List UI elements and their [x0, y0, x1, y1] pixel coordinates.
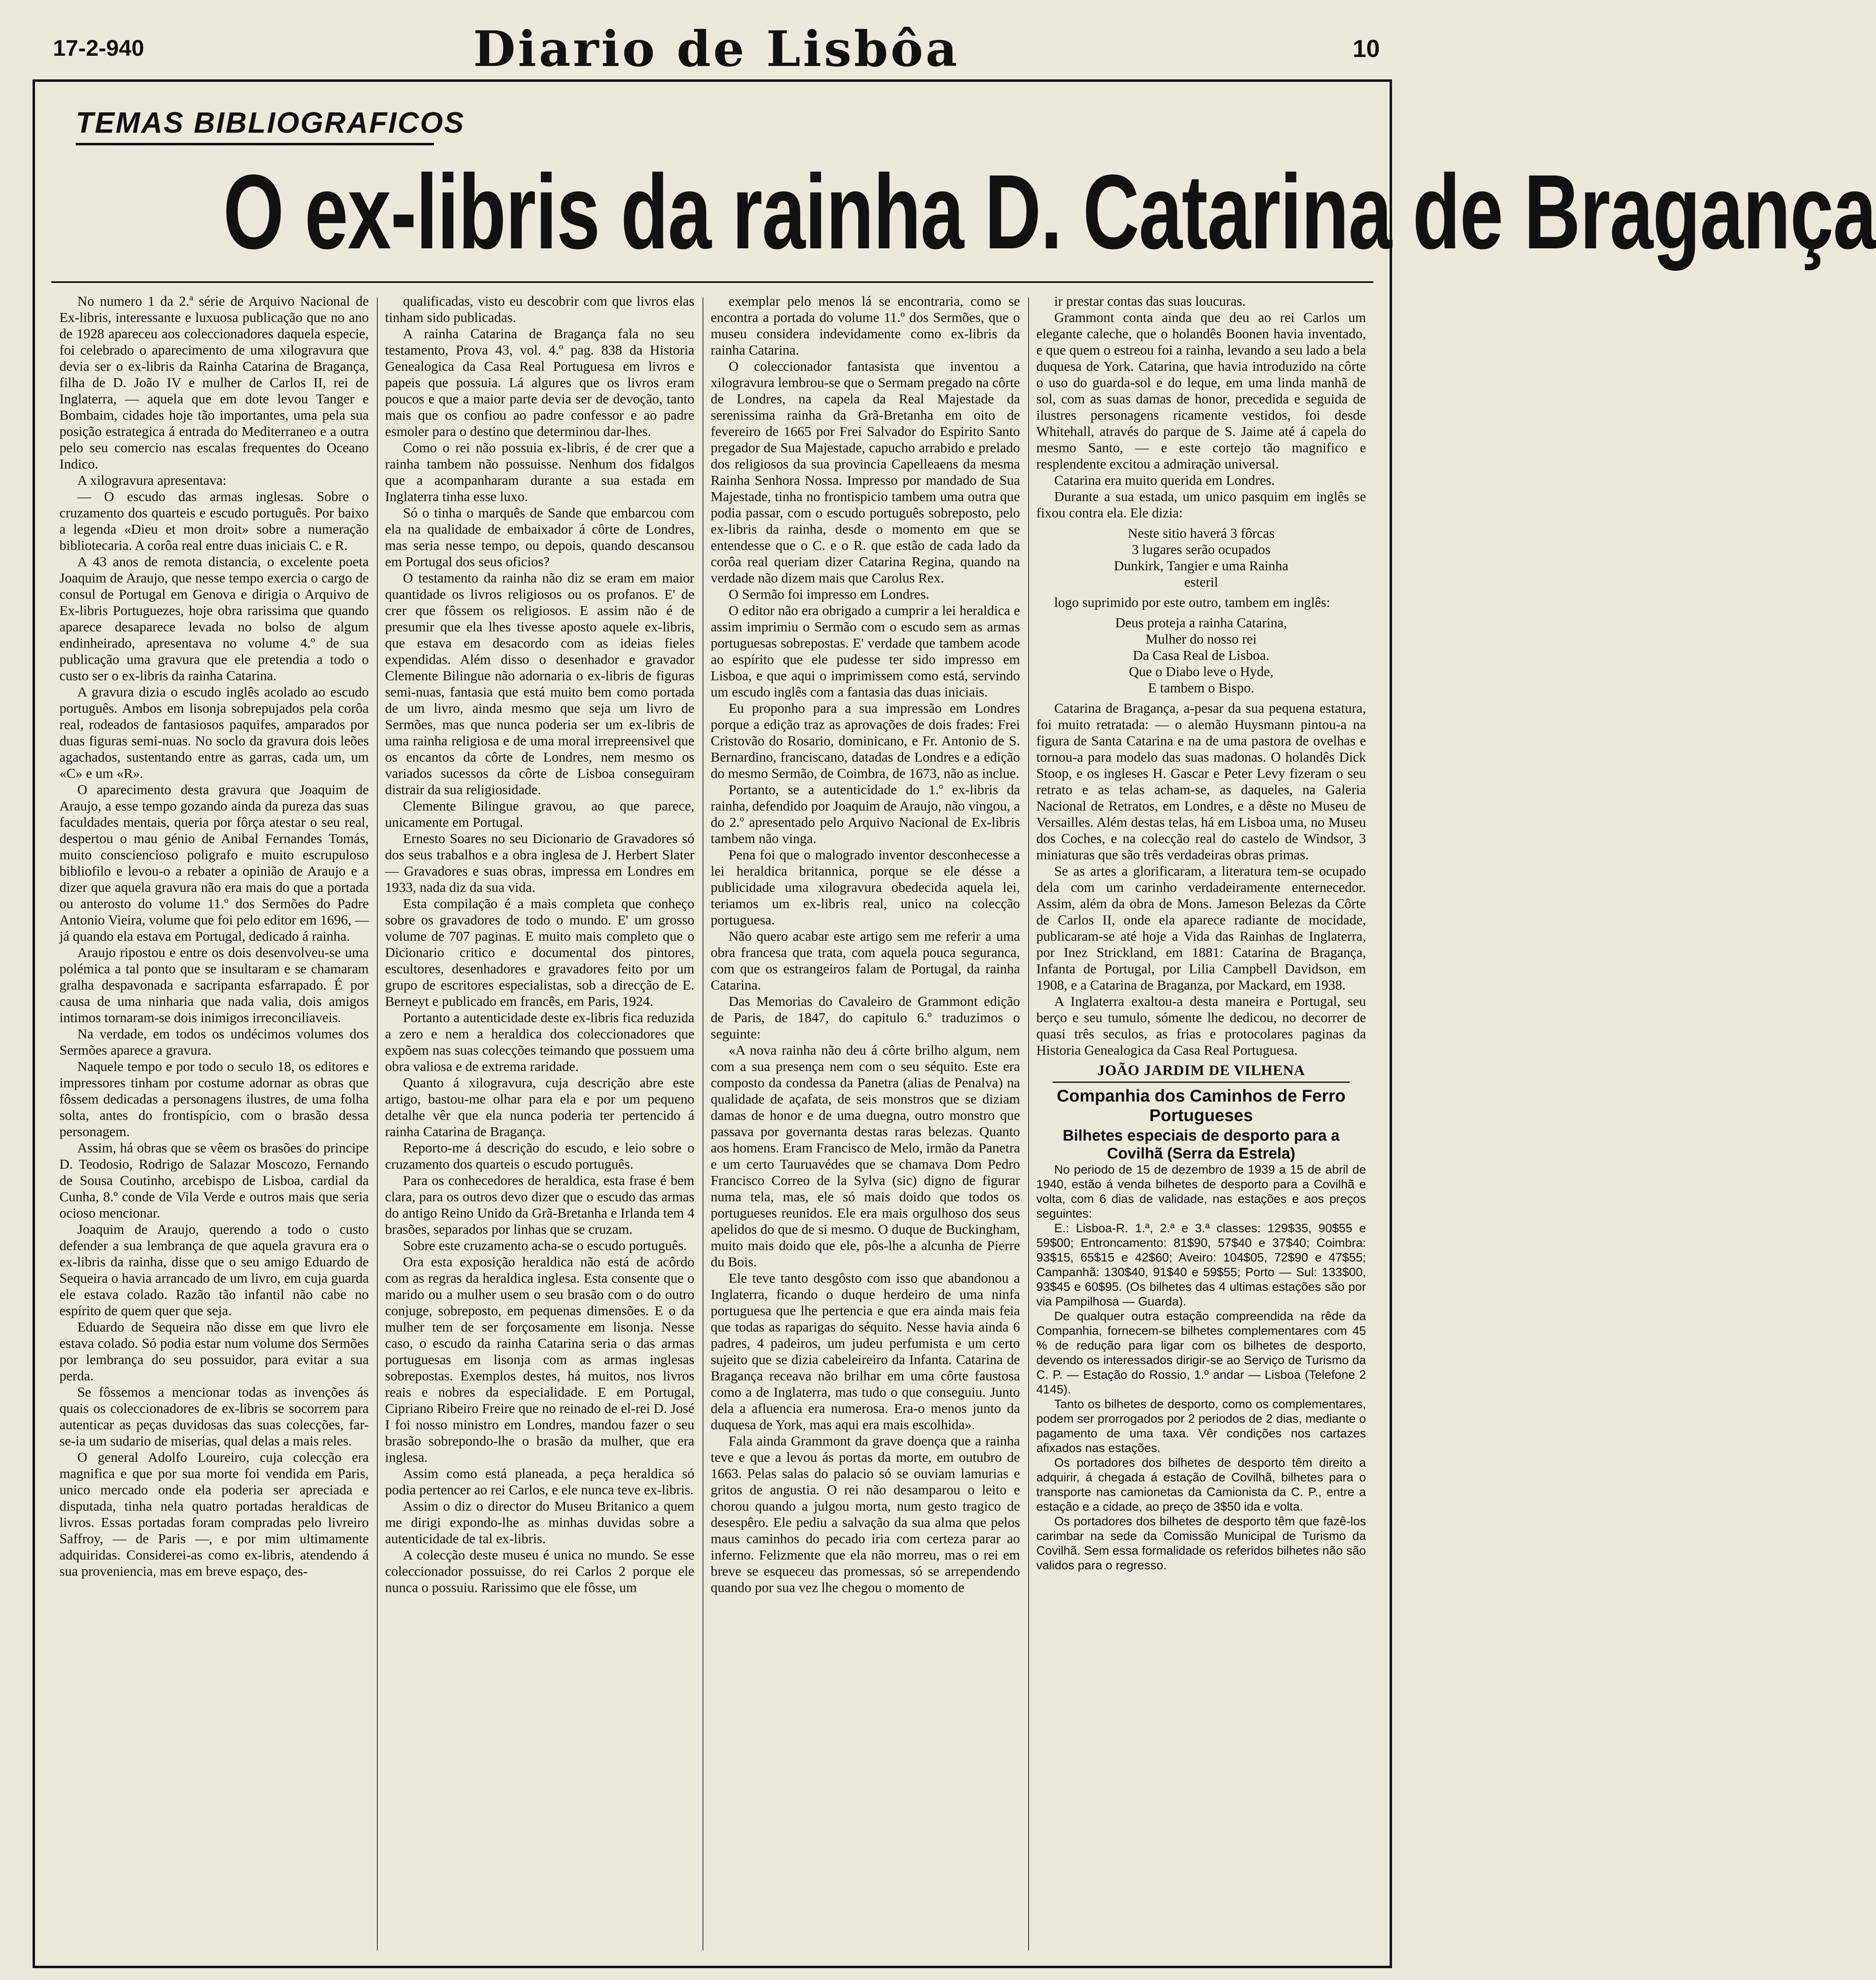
article-paragraph: A gravura dizia o escudo inglês acolado ao escudo português. Ambos em lisonja sobrepujados pela corôa real, rodeados de fantasiosos paquifes, amparados por duas figuras semi-nuas. No soclo da gravura dois leões agachados, sustentando entre as garras, cada um, um «C» e um «R».: [59, 685, 369, 781]
article-paragraph: A rainha Catarina de Bragança fala no seu testamento, Prova 43, vol. 4.º pag. 838 da Historia Genealogica da Casa Real Portuguesa em livros e papeis que possuia. Lá algures que os livros eram poucos e que a maior parte devia ser de devoção, tanto mais que os confiou ao padre confessor e ao padre esmoler para o destino que determinou dar-lhes.: [385, 326, 694, 439]
verse-line: esteril: [1184, 575, 1218, 590]
author-signature: JOÃO JARDIM DE VILHENA: [1097, 1062, 1305, 1078]
masthead: [24, 16, 1408, 77]
article-paragraph: Catarina era muito querida em Londres.: [1054, 473, 1275, 488]
article-column-3: [711, 293, 1020, 1954]
article-paragraph: Catarina de Bragança, a-pesar da sua pequena estatura, foi muito retratada: — o alemão Huysmann pintou-a na figura de Santa Catarina e na de uma pastora de ovelhas e tornou-a para modelo das suas madonas. O holandês Dick Stoop, e os ingleses H. Gascar e Peter Levy fizeram o seu retrato e as telas acham-se, as daqueles, na Galeria Nacional de Retratos, em Londres, e a dêste no Museu de Versailles. Além destas telas, há em Lisboa uma, no Museu dos Coches, e na colecção real do castelo de Windsor, 3 miniaturas que são três verdadeiras obras primas.: [1036, 701, 1366, 863]
article-paragraph: O general Adolfo Loureiro, cuja colecção era magnifica e que por sua morte foi vendida em Paris, unico mercado onde ela poderia ser apreciada e disputada, tinha nela quatro portadas heraldicas de livros. Essas portadas foram compradas pelo livreiro Saffroy, — de Paris —, e por mim ultimamente adquiridas. Considerei-as como ex-libris, atendendo á sua proveniencia, mas em breve espaço, des-: [59, 1450, 369, 1579]
article-paragraph: Ernesto Soares no seu Dicionario de Gravadores só dos seus trabalhos e a obra inglesa de J. Herbert Slater — Gravadores e suas obras, impressa em Londres em 1933, nada diz da sua vida.: [385, 831, 694, 895]
article-paragraph: logo suprimido por este outro, tambem em inglês:: [1054, 595, 1331, 610]
article-paragraph: Durante a sua estada, um unico pasquim em inglês se fixou contra ela. Ele dizia:: [1036, 489, 1366, 521]
notice-paragraph: Os portadores dos bilhetes de desporto têm que fazê-los carimbar na sede da Comissão Municipal de Turismo da Covilhã. Sem essa formalidade os referidos bilhetes não são validos para o regresso.: [1036, 1515, 1366, 1572]
notice-title: Companhia dos Caminhos de Ferro Portugueses: [1057, 1086, 1346, 1125]
article-column-2: [385, 293, 694, 1954]
article-paragraph: Portanto a autenticidade deste ex-libris fica reduzida a zero e nem a heraldica dos coleccionadores que expõem nas suas colecções teimando que possuem uma obra valiosa e de extrema raridade.: [385, 1010, 694, 1074]
verse-line: Mulher do nosso rei: [1145, 632, 1257, 647]
article-paragraph: Eu proponho para a sua impressão em Londres porque a edição traz as aprovações de dois frades: Frei Cristovão do Rosario, dominicano, e Fr. Antonio de S. Bernardino, franciscano, datadas de Londres e a edição do mesmo Sermão, de Coimbra, de 1673, não as inclue.: [711, 701, 1020, 781]
article-paragraph: Na verdade, em todos os undécimos volumes dos Sermões aparece a gravura.: [59, 1027, 369, 1058]
verse-line: 3 lugares serão ocupados: [1132, 542, 1271, 557]
article-column-4: [1036, 293, 1366, 1954]
article-paragraph: «A nova rainha não deu á côrte brilho algum, nem com a sua presença nem com o seu séquito. Este era composto da condessa da Panetra (alias de Penalva) na qualidade de açafata, de seis monstros que se diziam damas de honor e de uma duegna, outro monstro que passava por governanta destas raras belezas. Quanto aos homens. Eram Francisco de Melo, irmão da Panetra e um certo Tauruavédes que se chamava Dom Pedro Francisco Correo de la Sylva (sic) digno de figurar numa tela, mas, ele só mais doido que todos os portugueses reunidos. Ele era mais orgulhoso dos seus apelidos do que de si mesmo. O duque de Buckingham, muito mais doido que ele, pôs-lhe a alcunha de Pierre du Bois.: [711, 1043, 1020, 1270]
section-underline: [76, 143, 434, 145]
article-paragraph: Reporto-me á descrição do escudo, e leio sobre o cruzamento dos quarteis o escudo português.: [385, 1141, 694, 1172]
article-paragraph: Pena foi que o malogrado inventor desconhecesse a lei heraldica britannica, porque se ele désse a publicidade uma xilogravura obedecida aquela lei, teriamos um ex-libris real, unico na colecção portuguesa.: [711, 848, 1020, 928]
verse-line: E tambem o Bispo.: [1148, 681, 1254, 696]
article-paragraph: ir prestar contas das suas loucuras.: [1054, 294, 1246, 309]
article-paragraph: Ele teve tanto desgôsto com isso que abandonou a Inglaterra, ficando o duque herdeiro de uma ninfa portuguesa que lhe pertencia e que era ainda mais feia que todas as raparigas do séquito. Nesse havia ainda 6 padres, 4 padeiros, um judeu perfumista e um certo sujeito que se dizia cabeleireiro da Infanta. Catarina de Bragança receava não brilhar em uma côrte faustosa como a de Inglaterra, mas tudo o que conseguiu. Junto dela a afluencia era numerosa. Era-o menos junto da duquesa de York, mas aqui era mais escolhida».: [711, 1271, 1020, 1432]
notice-paragraph: Tanto os bilhetes de desporto, como os complementares, podem ser prorrogados por 2 periodos de 2 dias, mediante o pagamento de uma taxa. Vêr condições nos cartazes afixados nas estações.: [1036, 1397, 1366, 1455]
article-paragraph: Quanto á xilogravura, cuja descrição abre este artigo, bastou-me olhar para ela e por um pequeno detalhe vêr que ela nunca poderia ter pertencido á rainha Catarina de Bragança.: [385, 1075, 694, 1139]
notice-paragraph: De qualquer outra estação compreendida na rêde da Companhia, fornecem-se bilhetes complementares com 45 % de redução para ligar com os bilhetes de desporto, devendo os interessados dirigir-se ao Serviço de Turismo da C. P. — Estação do Rossio, 1.º andar — Lisboa (Telefone 2 4145).: [1036, 1310, 1366, 1396]
article-paragraph: Sobre este cruzamento acha-se o escudo português.: [403, 1238, 687, 1253]
page-number: 10: [1353, 35, 1380, 62]
article-paragraph: A colecção deste museu é unica no mundo. Se esse coleccionador possuisse, do rei Carlos 2 porque ele nunca o possuiu. Rarissimo que ele fôsse, um: [385, 1548, 694, 1595]
verse-line: Dunkirk, Tangier e uma Rainha: [1114, 559, 1289, 574]
column-divider: [1028, 298, 1029, 1950]
article-paragraph: O aparecimento desta gravura que Joaquim de Araujo, a esse tempo gozando ainda da pureza das suas faculdades mentais, queria por fôrça atestar o seu real, despertou o mau génio de Anibal Fernandes Tomás, muito consciencioso poligrafo e muito escrupuloso bibliofilo e levou-o a rebater a opinião de Araujo e a dizer que aquela gravura não era mais do que a portada ou anterosto do volume 11.º dos Sermões do Padre Antonio Vieira, volume que foi pelo editor em 1696, — já quando ela estava em Portugal, dedicado á rainha.: [59, 782, 369, 944]
article-paragraph: Araujo ripostou e entre os dois desenvolveu-se uma polémica a tal ponto que se insultaram e se chamaram gralha despavonada e sacripanta esfarrapado. É por causa de uma ninharia que nada valia, dois amigos intimos tornaram-se dois inimigos irreconciliaveis.: [59, 945, 369, 1025]
article-paragraph: O testamento da rainha não diz se eram em maior quantidade os livros religiosos ou os profanos. E' de crer que fôssem os religiosos. E assim não é de presumir que ela lhes tivesse aposto aquele ex-libris, que estava em desacordo com as ideias fieles expendidas. Além disso o desenhador e gravador Clemente Bilingue não adornaria o ex-libris de figuras semi-nuas, fantasia que está muito bem como portada de um livro, ainda mesmo que seja um livro de Sermões, mas que nunca poderia ser um ex-libris de uma rainha religiosa e de uma moral irrepreensivel que os encantos da côrte de Londres, nem mesmo os variados sucessos da côrte de Lisboa conseguiram distrair da sua religiosidade.: [385, 571, 694, 797]
article-paragraph: Das Memorias do Cavaleiro de Grammont edição de Paris, de 1847, do capitulo 6.º traduzimos o seguinte:: [711, 994, 1020, 1042]
notice-paragraph: E.: Lisboa-R. 1.ª, 2.ª e 3.ª classes: 129$35, 90$55 e 59$00; Entroncamento: 81$90, 57$40 e 37$40; Coimbra: 93$15, 65$15 e 42$60; Aveiro: 104$05, 72$90 e 47$55; Campanhã: 130$40, 91$40 e 59$55; Porto — Sul: 133$00, 93$45 e 60$95. (Os bilhetes das 4 ultimas estações são por via Pampilhosa — Guarda).: [1036, 1222, 1366, 1308]
article-paragraph: Não quero acabar este artigo sem me referir a uma obra francesa que trata, com aquela pouca seguranca, com que os estrangeiros falam de Portugal, da rainha Catarina.: [711, 929, 1020, 993]
article-paragraph: Fala ainda Grammont da grave doença que a rainha teve e que a levou ás portas da morte, em outubro de 1663. Pelas salas do palacio só se ouviam lamurias e gritos de angustia. O rei não desamparou o leito e chorou quando a julgou morta, num gesto tragico de desespêro. Ele pediu a salvação da sua alma que pelos maus caminhos do pecado iria com certeza parar ao inferno. Felizmente que ela não morreu, mas o rei em breve se esqueceu das promessas, só se arrependendo quando por sua vez lhe chegou o momento de: [711, 1434, 1020, 1595]
article-paragraph: Assim como está planeada, a peça heraldica só podia pertencer ao rei Carlos, e ele nunca teve ex-libris.: [385, 1466, 694, 1498]
article-paragraph: Clemente Bilingue gravou, ao que parece, unicamente em Portugal.: [385, 799, 694, 830]
headline: O ex-libris da rainha D. Catarina de Bragança: [223, 153, 1876, 271]
notice-paragraph: Os portadores dos bilhetes de desporto têm direito a adquirir, á chegada á estação de Covilhã, bilhetes para o transporte nas camionetas da Camionista da C. P., entre a estação e a cidade, ao preço de 3$50 ida e volta.: [1036, 1456, 1366, 1513]
article-column-1: [59, 293, 369, 1954]
verse-line: Que o Diabo leve o Hyde,: [1129, 664, 1274, 679]
issue-date: 17-2-940: [53, 35, 144, 61]
headline-rule: [51, 281, 1373, 283]
article-paragraph: A 43 anos de remota distancia, o excelente poeta Joaquim de Araujo, que nesse tempo exercia o cargo de consul de Portugal em Genova e dirigia o Arquivo de Ex-libris Portuguezes, hoje obra rarissima que quando aparece desaparece levada no bolso de algum endinheirado, apresentava no volume 4.º de sua publicação uma gravura que ele pretendia a todo o custo ser o ex-libris da rainha Catarina.: [59, 554, 369, 683]
notice-subtitle: Bilhetes especiais de desporto para a Covilhã (Serra da Estrela): [1062, 1127, 1340, 1162]
article-paragraph: O Sermão foi impresso em Londres.: [729, 587, 929, 602]
article-paragraph: Eduardo de Sequeira não disse em que livro ele estava colado. Só podia estar num volume dos Sermões por lembrança do seu possuidor, para evitar a sua perda.: [59, 1320, 369, 1384]
newspaper-title: Diario de Lisbôa: [473, 20, 960, 78]
pasquim-verse: [1036, 526, 1366, 591]
article-paragraph: Ora esta exposição heraldica não está de acôrdo com as regras da heraldica inglesa. Esta consente que o marido ou a mulher usem o seu brasão com o do outro conjuge, sobreposto, em pequenas dimensões. E o da mulher tem de ser forçosamente em lisonja. Nesse caso, o escudo da rainha Catarina seria o das armas portuguesas em lisonja com as armas inglesas sobrepostas. Exemplos destes, há muitos, nos livros reais e nobres da especialidade. E em Portugal, Cipriano Ribeiro Freire que no reinado de el-rei D. José I foi nosso ministro em Londres, mandou fazer o seu brasão sobrepondo-lhe o brasão da mulher, que era inglesa.: [385, 1255, 694, 1465]
article-paragraph: Para os conhecedores de heraldica, esta frase é bem clara, para os outros devo dizer que o escudo das armas do antigo Reino Unido da Grã-Bretanha e Irlanda tem 4 brasões, separados por linhas que se cruzam.: [385, 1173, 694, 1237]
article-paragraph: O editor não era obrigado a cumprir a lei heraldica e assim imprimiu o Sermão com o escudo sem as armas portuguesas sobrepostas. E' verdade que tambem acode ao espírito que ele pudesse ter sido impresso em Lisboa, e que aqui o imprimissem como está, servindo um escudo inglês com a fantasia das duas iniciais.: [711, 603, 1020, 700]
article-frame: [33, 79, 1876, 1968]
notice-paragraph: No periodo de 15 de dezembro de 1939 a 15 de abril de 1940, estão á venda bilhetes de desporto para a Covilhã e volta, com 6 dias de validade, nas estações e aos preços seguintes:: [1036, 1163, 1366, 1220]
article-paragraph: A xilogravura apresentava:: [77, 473, 227, 488]
signature-rule: [1053, 1082, 1350, 1083]
railway-notice: [1036, 1086, 1366, 1573]
article-paragraph: Esta compilação é a mais completa que conheço sobre os gravadores de todo o mundo. E' um grosso volume de 707 paginas. E muito mais completo que o Dicionario critico e documental dos pintores, escultores, desenhadores e gravadores feito por um grupo de escritores especialistas, sob a direcção de E. Berneyt e publicado em francês, em Paris, 1924.: [385, 896, 694, 1009]
article-paragraph: Se fôssemos a mencionar todas as invenções ás quais os coleccionadores de ex-libris se socorrem para autenticar as peças duvidosas das suas colecções, far-se-ia um sudario de miserias, qual delas a mais reles.: [59, 1385, 369, 1449]
article-paragraph: Grammont conta ainda que deu ao rei Carlos um elegante caleche, que o holandês Boonen havia inventado, e que quem o estreou foi a rainha, levando a seu lado a bela duquesa de York. Catarina, que havia introduzido na côrte o uso do guarda-sol e do leque, em uma linda manhã de sol, com as suas damas de honor, precedida e seguida de ilustres personagens ricamente vestidos, foi desde Whitehall, através do parque de S. Jaime até á capela do mesmo Santo, — e este cortejo tão magnifico e resplendente excitou a admiração universal.: [1036, 310, 1366, 472]
article-paragraph: qualificadas, visto eu descobrir com que livros elas tinham sido publicadas.: [385, 294, 694, 325]
verse-line: Da Casa Real de Lisboa.: [1133, 648, 1270, 663]
article-paragraph: Como o rei não possuia ex-libris, é de crer que a rainha tambem não possuisse. Nenhum dos fidalgos que a acompanharam durante a sua estada em Inglaterra tinha esse luxo.: [385, 440, 694, 504]
article-paragraph: O coleccionador fantasista que inventou a xilogravura lembrou-se que o Sermam pregado na côrte de Londres, na capela da Real Majestade da serenissima rainha da Grã-Bretanha em oito de fevereiro de 1665 por Frei Salvador do Espirito Santo pregador de Sua Majestade, capucho arrabido e prelado dos religiosos da sua provincia Capelleaens da mesma Rainha Senhora Nossa. Impresso por mandado de Sua Majestade, tinha no frontispicio tambem uma outra que podia passar, com o escudo português sobreposto, pelo ex-libris da rainha, desde o momento em que se entendesse que o C. e o R. que estão de cada lado da corôa real queriam dizer Catarina Regina, quando na verdade não dizem mais que Carolus Rex.: [711, 359, 1020, 586]
article-paragraph: exemplar pelo menos lá se encontraria, como se encontra a portada do volume 11.º dos Sermões, que o museu considera indevidamente como ex-libris da rainha Catarina.: [711, 294, 1020, 358]
article-paragraph: No numero 1 da 2.ª série de Arquivo Nacional de Ex-libris, interessante e luxuosa publicação que no ano de 1928 apareceu aos coleccionadores daquela especie, foi celebrado o aparecimento de uma xilogravura que devia ser o ex-libris da Rainha Catarina de Bragança, filha de D. João IV e mulher de Carlos II, rei de Inglaterra, — aquela que em dote levou Tanger e Bombaim, cidades hoje tão importantes, uma pela sua posição estrategica á entrada do Mediterraneo e a outra pelo seu comercio nas escalas frequentes do Oceano Indico.: [59, 294, 369, 472]
verse-line: Neste sitio haverá 3 fôrcas: [1127, 526, 1275, 541]
article-paragraph: Naquele tempo e por todo o seculo 18, os editores e impressores tinham por costume adornar as obras que fôssem dedicadas a personagens ilustres, de uma folha solta, antes do frontispício, com o brasão dessa personagem.: [59, 1059, 369, 1139]
section-title: TEMAS BIBLIOGRAFICOS: [76, 107, 465, 139]
verse-line: Deus proteja a rainha Catarina,: [1115, 615, 1287, 631]
article-paragraph: A Inglaterra exaltou-a desta maneira e Portugal, seu berço e seu tumulo, sómente lhe dedicou, no decorrer de quasi três seculos, as frias e protocolares paginas da Historia Genealogica da Casa Real Portuguesa.: [1036, 994, 1366, 1058]
article-paragraph: Portanto, se a autenticidade do 1.º ex-libris da rainha, defendido por Joaquim de Araujo, não vingou, a do 2.º apresentado pelo Arquivo Nacional de Ex-libris tambem não vinga.: [711, 782, 1020, 846]
article-paragraph: Assim o diz o director do Museu Britanico a quem me dirigi expondo-lhe as minhas duvidas sobre a autenticidade de tal ex-libris.: [385, 1499, 694, 1546]
article-paragraph: Se as artes a glorificaram, a literatura tem-se ocupado dela com um carinho verdadeiramente enternecedor. Assim, além da obra de Mons. Jameson Belezas da Côrte de Carlos II, onde ela aparece radiante de mocidade, publicaram-se até hoje a Vida das Rainhas de Inglaterra, por Inez Strickland, em 1881: Catarina de Bragança, Infanta de Portugal, por Lilia Campbell Davidson, em 1908, e a Catarina de Braganza, por Mackard, em 1938.: [1036, 864, 1366, 993]
column-divider: [377, 298, 378, 1950]
article-paragraph: Só o tinha o marquês de Sande que embarcou com ela na qualidade de embaixador á côrte de Londres, mas seria nesse tempo, ou depois, quando descansou em Portugal dos seus oficios?: [385, 506, 694, 569]
article-paragraph: Assim, há obras que se vêem os brasões do principe D. Teodosio, Rodrigo de Salazar Moscozo, Fernando de Sousa Coutinho, arcebispo de Lisboa, cardial da Cunha, 8.º conde de Vila Verde e outros mais que seria ocioso mencionar.: [59, 1141, 369, 1221]
verse-reply: [1036, 615, 1366, 697]
article-paragraph: — O escudo das armas inglesas. Sobre o cruzamento dos quarteis e escudo português. Por baixo a legenda «Dieu et mon droit» sobre a numeração bibliotecaria. A corôa real entre duas iniciais C. e R.: [59, 489, 369, 553]
article-paragraph: Joaquim de Araujo, querendo a todo o custo defender a sua lembrança de que aquela gravura era o ex-libris da rainha, disse que o seu amigo Eduardo de Sequeira o havia arrancado de um livro, em cuja guarda ele estava colado. Razão tão infantil não cabe no espírito de quem quer que seja.: [59, 1222, 369, 1319]
